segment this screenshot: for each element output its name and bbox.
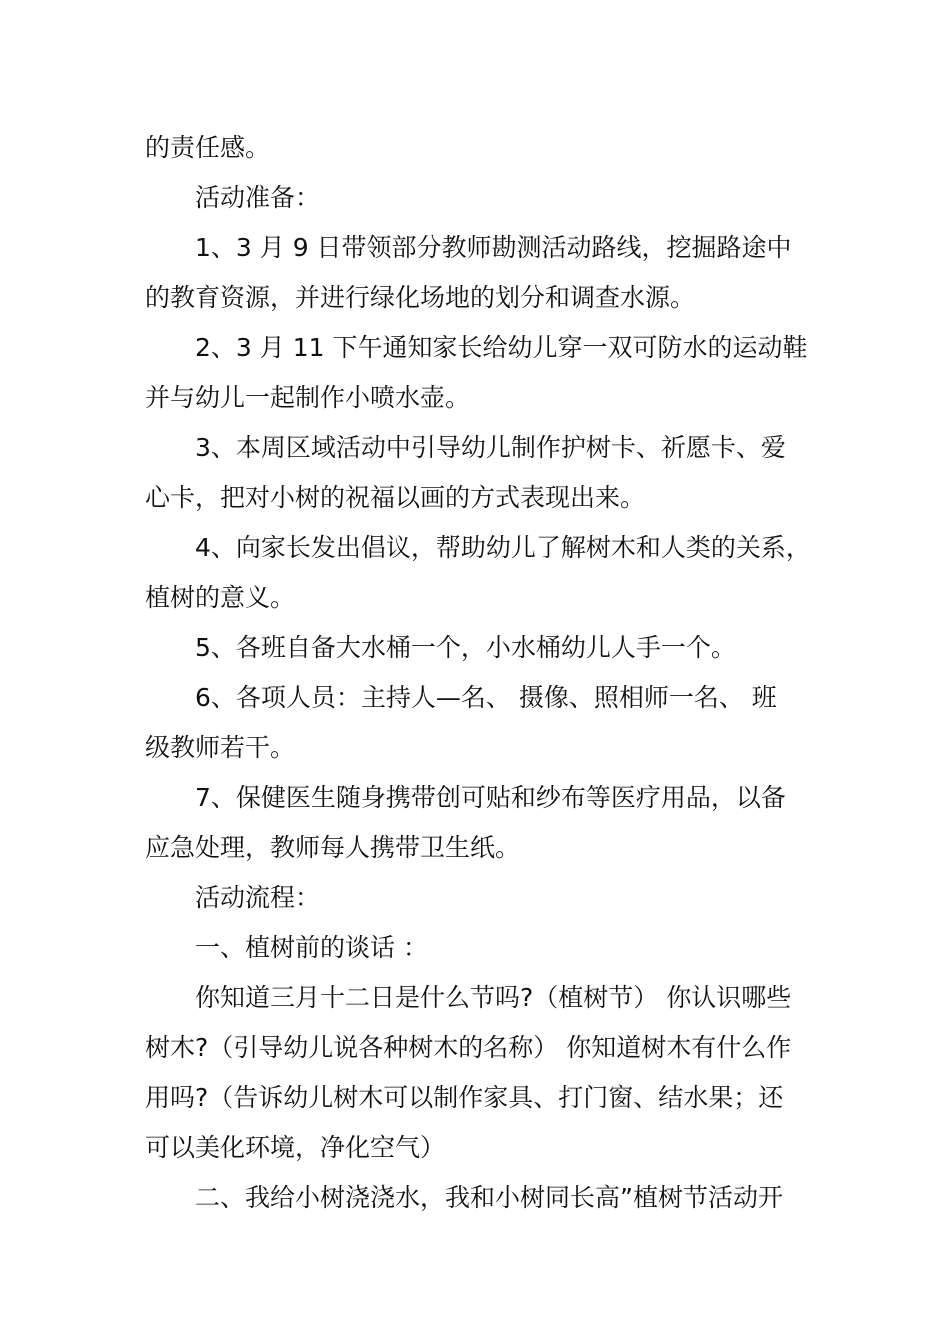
- text-line: 级教师若干。: [145, 733, 296, 762]
- text-line: 的责任感。: [145, 133, 271, 162]
- text-line: 4、向家长发出倡议，帮助幼儿了解树木和人类的关系，: [195, 533, 811, 562]
- text-line: 植树的意义。: [145, 583, 296, 612]
- text-line: 二、我给小树浇浇水，我和小树同长高”植树节活动开: [195, 1183, 783, 1212]
- text-line: 应急处理，教师每人携带卫生纸。: [145, 833, 521, 862]
- text-line: 2、3 月 11 下午通知家长给幼儿穿一双可防水的运动鞋: [195, 333, 808, 362]
- text-line: 心卡，把对小树的祝福以画的方式表现出来。: [145, 483, 646, 512]
- text-line: 并与幼儿一起制作小喷水壶。: [145, 383, 471, 412]
- section-heading: 活动准备：: [195, 183, 321, 212]
- text-line: 你知道三月十二日是什么节吗?（植树节） 你认识哪些: [195, 983, 792, 1012]
- text-line: 1、3 月 9 日带领部分教师勘测活动路线，挖掘路途中: [195, 233, 792, 262]
- text-line: 3、本周区域活动中引导幼儿制作护树卡、祈愿卡、爱: [195, 433, 786, 462]
- text-line: 6、各项人员：主持人—名、 摄像、照相师一名、 班: [195, 683, 777, 712]
- text-line: 树木?（引导幼儿说各种树木的名称） 你知道树木有什么作: [145, 1033, 792, 1062]
- text-line: 的教育资源，并进行绿化场地的划分和调查水源。: [145, 283, 696, 312]
- text-line: 可以美化环境，净化空气）: [145, 1133, 446, 1162]
- text-line: 一、植树前的谈话 ：: [195, 933, 428, 962]
- section-heading: 活动流程：: [195, 883, 321, 912]
- text-line: 用吗?（告诉幼儿树木可以制作家具、打门窗、结水果；还: [145, 1083, 784, 1112]
- text-line: 5、各班自备大水桶一个，小水桶幼儿人手一个。: [195, 633, 736, 662]
- text-line: 7、保健医生随身携带创可贴和纱布等医疗用品，以备: [195, 783, 786, 812]
